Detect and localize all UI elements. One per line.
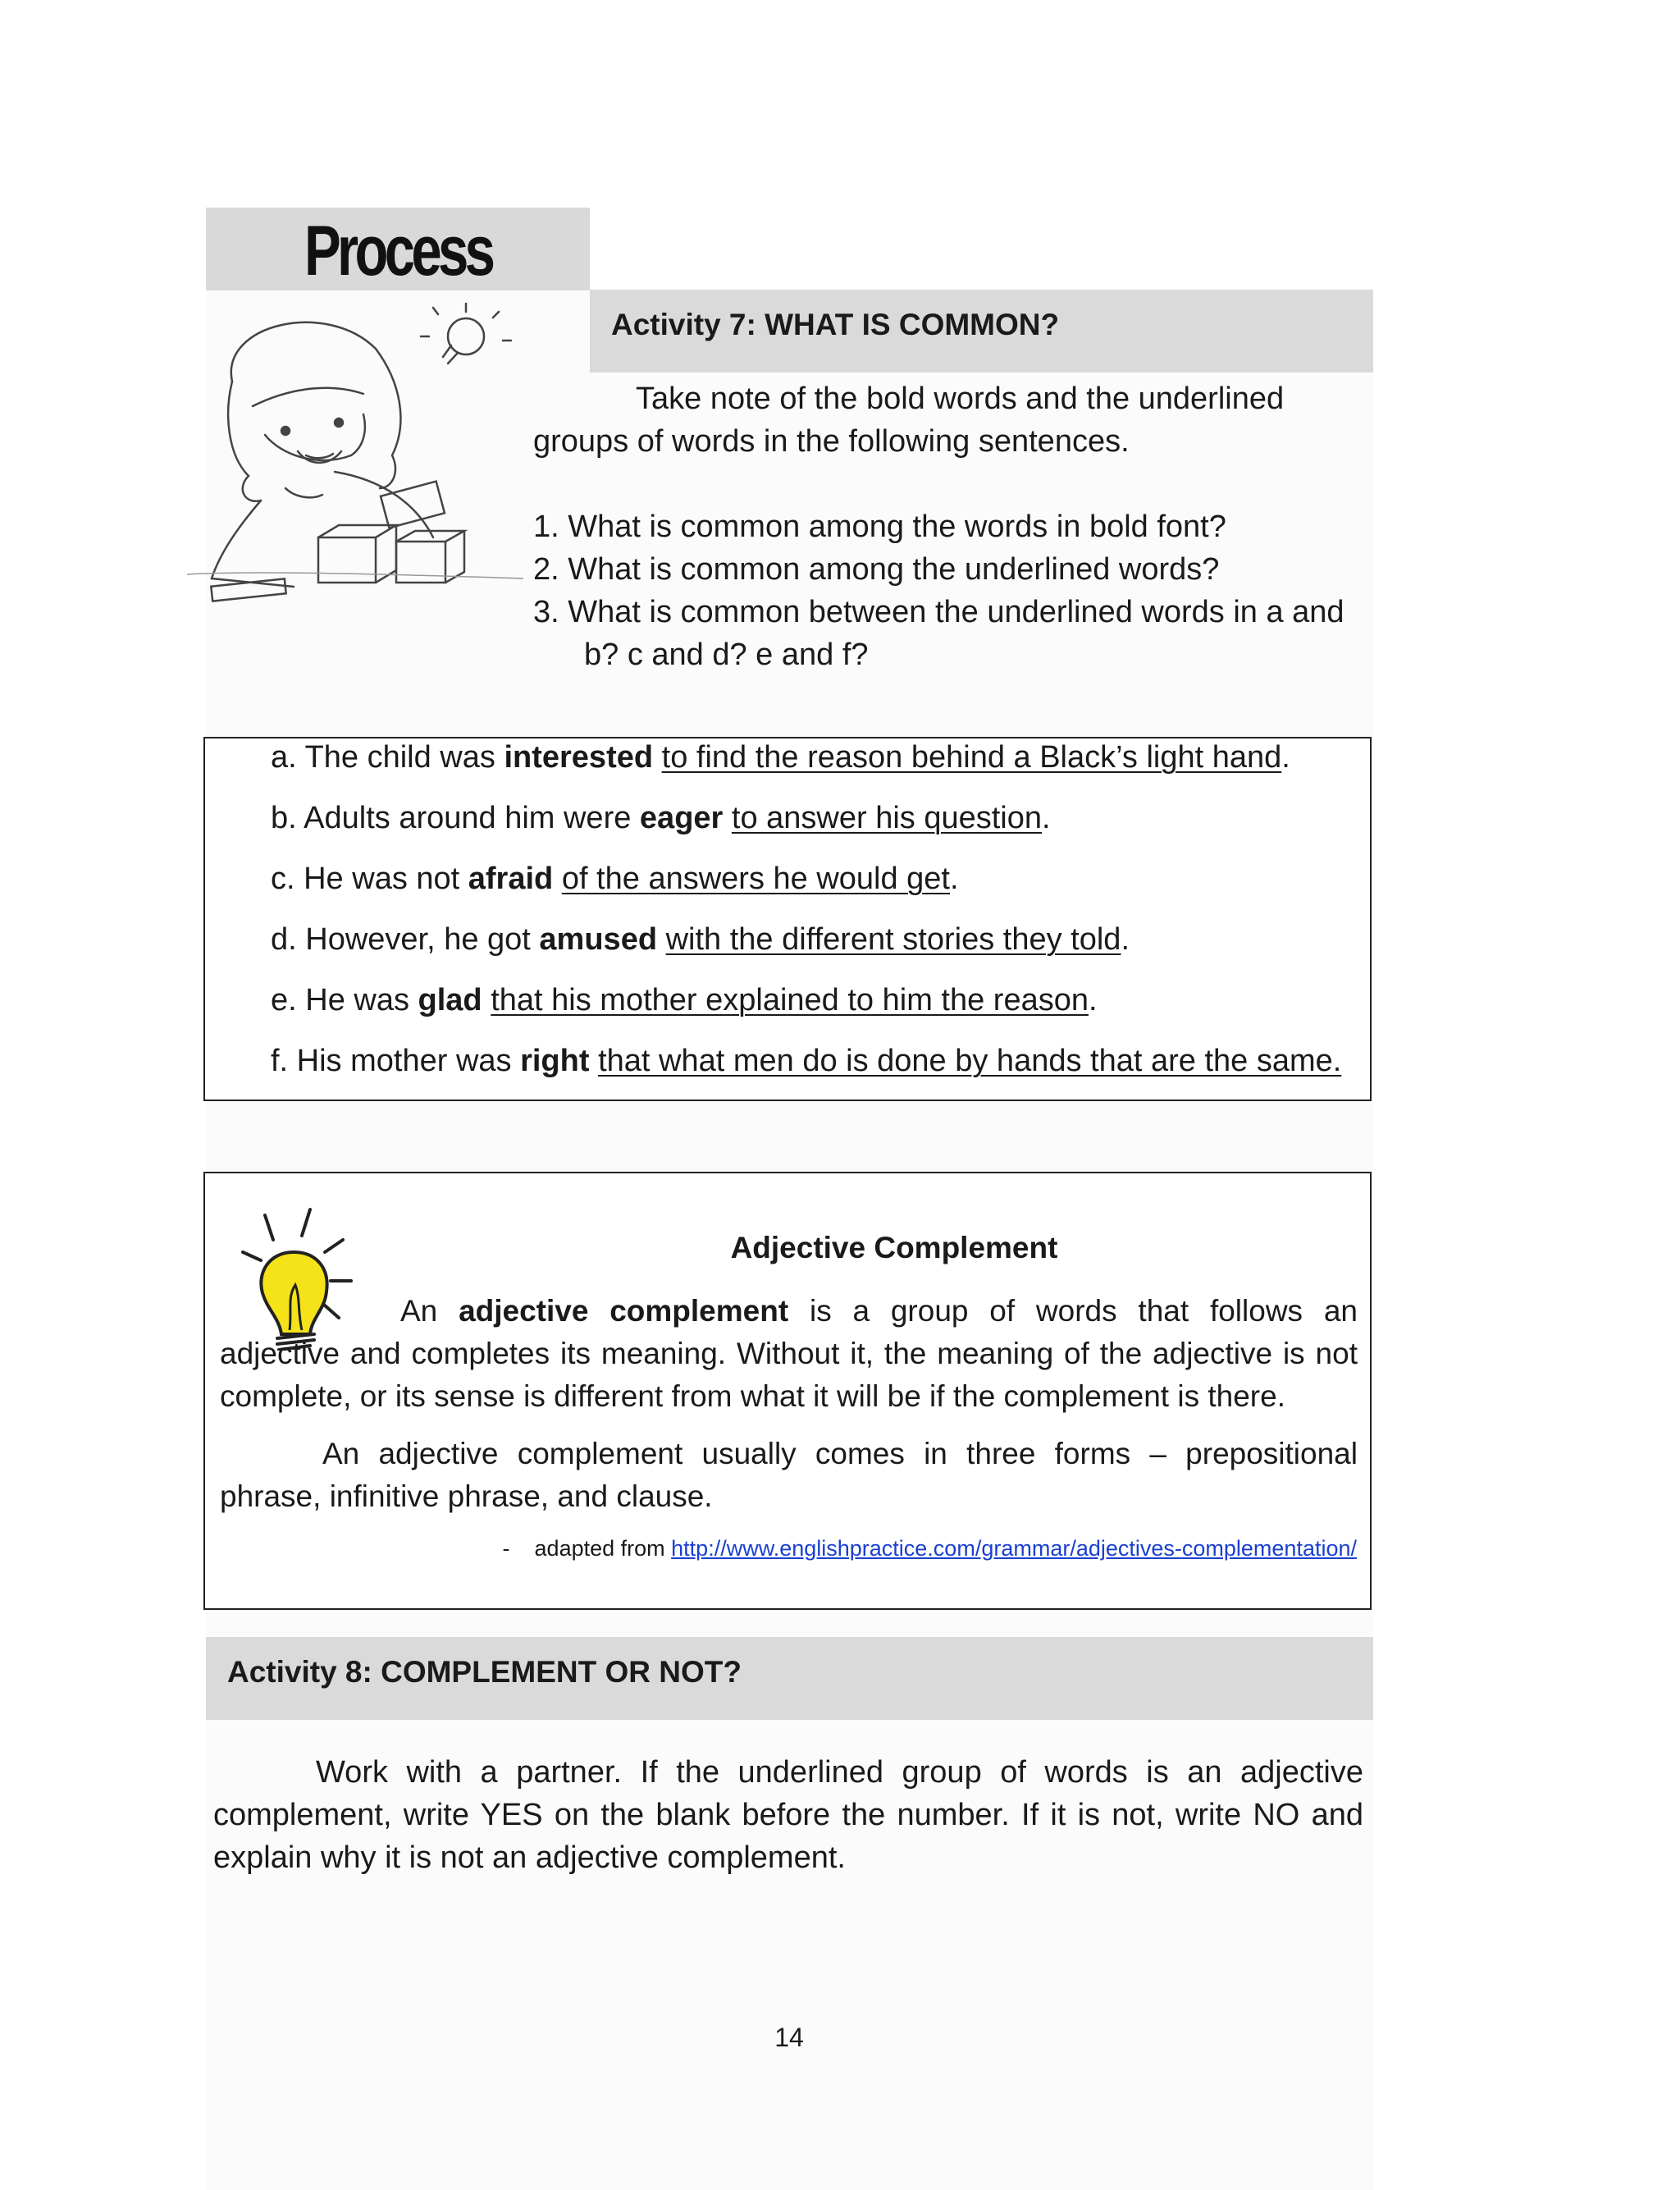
adjective-complement-heading: Adjective Complement [730,1231,1058,1264]
activity7-title: Activity 7: WHAT IS COMMON? [611,308,1060,341]
term-bold: adjective complement [459,1294,789,1328]
underlined-phrase: with the different stories they told [665,922,1121,957]
activity8-instructions: Work with a partner. If the underlined group of words is an adjective complement, write YES on the blank before the number. If it is not, write NO and explain why it is not an adjective complement. [213,1755,1363,1875]
source-link[interactable]: http://www.englishpractice.com/grammar/adjectives-complementation/ [671,1536,1357,1561]
bold-word: eager [639,801,724,835]
sentence-e: e. He was glad that his mother explained to him the reason. [271,983,1098,1017]
bold-word: glad [418,983,482,1017]
adjective-complement-box [203,1172,1372,1610]
section-title: Process [304,212,492,290]
instruction-line: Take note of the bold words and the underlined [636,382,1285,416]
page-number: 14 [774,2023,804,2052]
question-list [533,505,1362,676]
bold-word: amused [539,922,658,957]
underlined-phrase: that what men do is done by hands that are the same. [598,1044,1342,1078]
activity8-header [206,1637,1373,1720]
example-sentences-box [203,737,1372,1101]
activity8-title: Activity 8: COMPLEMENT OR NOT? [227,1655,742,1689]
question-1: 1. What is common among the words in bold font? [533,510,1226,544]
question-2: 2. What is common among the underlined words? [533,552,1220,587]
underlined-phrase: to answer his question [731,801,1042,835]
bold-word: right [520,1044,590,1078]
definition-paragraph: An adjective complement is a group of words that follows an adjective and completes its meaning. Without it, the meaning of the adjective is not complete, or its sense is different from what it will be if the complement is there. [220,1294,1358,1413]
source-citation: - adapted from http://www.englishpractice.com/grammar/adjectives-complementation/ [502,1536,1357,1561]
activity7-instructions [533,377,1362,676]
sentence-d: d. However, he got amused with the different stories they told. [271,922,1130,957]
sentence-b: b. Adults around him were eager to answer his question. [271,801,1051,835]
bold-word: afraid [468,862,554,896]
bold-word: interested [504,740,654,775]
sentence-a: a. The child was interested to find the reason behind a Black’s light hand. [271,740,1290,775]
question-3: 3. What is common between the underlined words in a and [533,595,1344,629]
section-header [206,208,590,290]
sentence-c: c. He was not afraid of the answers he would get. [271,862,959,896]
question-3-cont: b? c and d? e and f? [584,638,869,672]
underlined-phrase: that his mother explained to him the reason [491,983,1089,1017]
girl-with-blocks-illustration [187,291,523,603]
instruction-line-cont: groups of words in the following sentences. [533,424,1130,459]
activity7-header [590,290,1373,373]
forms-paragraph: An adjective complement usually comes in three forms – prepositional phrase, infinitive phrase, and clause. [220,1437,1358,1513]
sentence-f: f. His mother was right that what men do is done by hands that are the same. [271,1044,1342,1078]
underlined-phrase: to find the reason behind a Black’s light hand [661,740,1282,775]
underlined-phrase: of the answers he would get [561,862,950,896]
